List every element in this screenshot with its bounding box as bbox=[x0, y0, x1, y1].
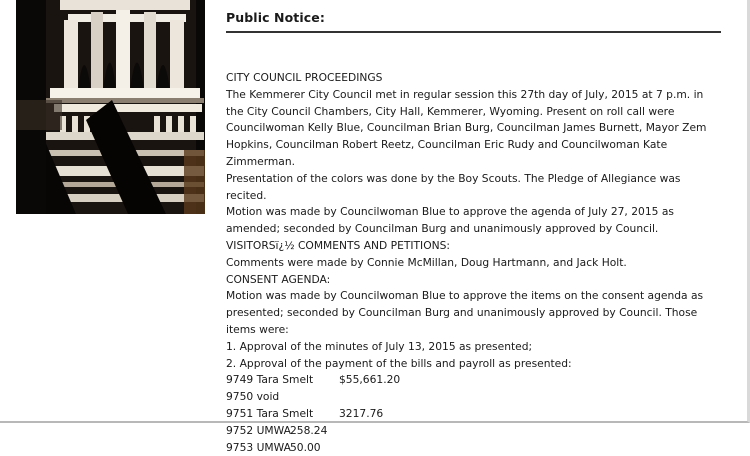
notice-body bbox=[226, 70, 721, 456]
payment-id: 9753 UMWA bbox=[226, 440, 291, 454]
payment-row bbox=[226, 406, 721, 423]
payment-row bbox=[226, 372, 721, 389]
payment-amount: 50.00 bbox=[290, 440, 321, 454]
payment-row bbox=[226, 423, 721, 440]
section-title: CITY COUNCIL PROCEEDINGS bbox=[226, 71, 383, 84]
payment-amount: 258.24 bbox=[290, 423, 328, 437]
section-title: VISITORSï¿½ COMMENTS AND PETITIONS: bbox=[226, 238, 451, 252]
payment-amount: 3217.76 bbox=[339, 406, 384, 420]
payment-id: 9751 Tara Smelt bbox=[226, 406, 314, 420]
notice-heading: Public Notice: bbox=[226, 10, 325, 25]
paragraph: 2. Approval of the payment of the bills and payroll as presented: bbox=[226, 356, 572, 370]
paragraph: The Kemmerer City Council met in regular session this 27th day of July, 2015 at 7 p.m. in the City Council Chambers, City Hall, Kemmerer, Wyoming. Present on roll call were Councilwoman Kelly Blue, Councilman Brian Burg, Councilman James Burnett, Mayor Zem Hopkins, Councilman Robert Reetz, Councilman Eric Rudy and Councilwoman Kate Zimmerman. bbox=[226, 87, 707, 168]
payment-id: 9749 Tara Smelt bbox=[226, 373, 314, 387]
payment-id: 9750 void bbox=[226, 390, 280, 404]
paragraph: Comments were made by Connie McMillan, Doug Hartmann, and Jack Holt. bbox=[226, 255, 627, 269]
payment-row bbox=[226, 440, 721, 456]
building-photo bbox=[16, 0, 205, 214]
paragraph: Motion was made by Councilwoman Blue to approve the items on the consent agenda as presented; seconded by Councilman Burg and unanimously approved by Council. Those items were: bbox=[226, 289, 704, 336]
paragraph: Motion was made by Councilwoman Blue to approve the agenda of July 27, 2015 as amended; seconded by Councilman Burg and unanimously approved by Council. bbox=[226, 205, 674, 236]
heading-divider bbox=[226, 31, 721, 33]
payment-id: 9752 UMWA bbox=[226, 423, 291, 437]
section-title: CONSENT AGENDA: bbox=[226, 272, 331, 286]
payment-row bbox=[226, 389, 721, 406]
paragraph: Presentation of the colors was done by the Boy Scouts. The Pledge of Allegiance was recited. bbox=[226, 171, 681, 202]
payment-amount: $55,661.20 bbox=[339, 373, 401, 387]
paragraph: 1. Approval of the minutes of July 13, 2015 as presented; bbox=[226, 339, 533, 353]
